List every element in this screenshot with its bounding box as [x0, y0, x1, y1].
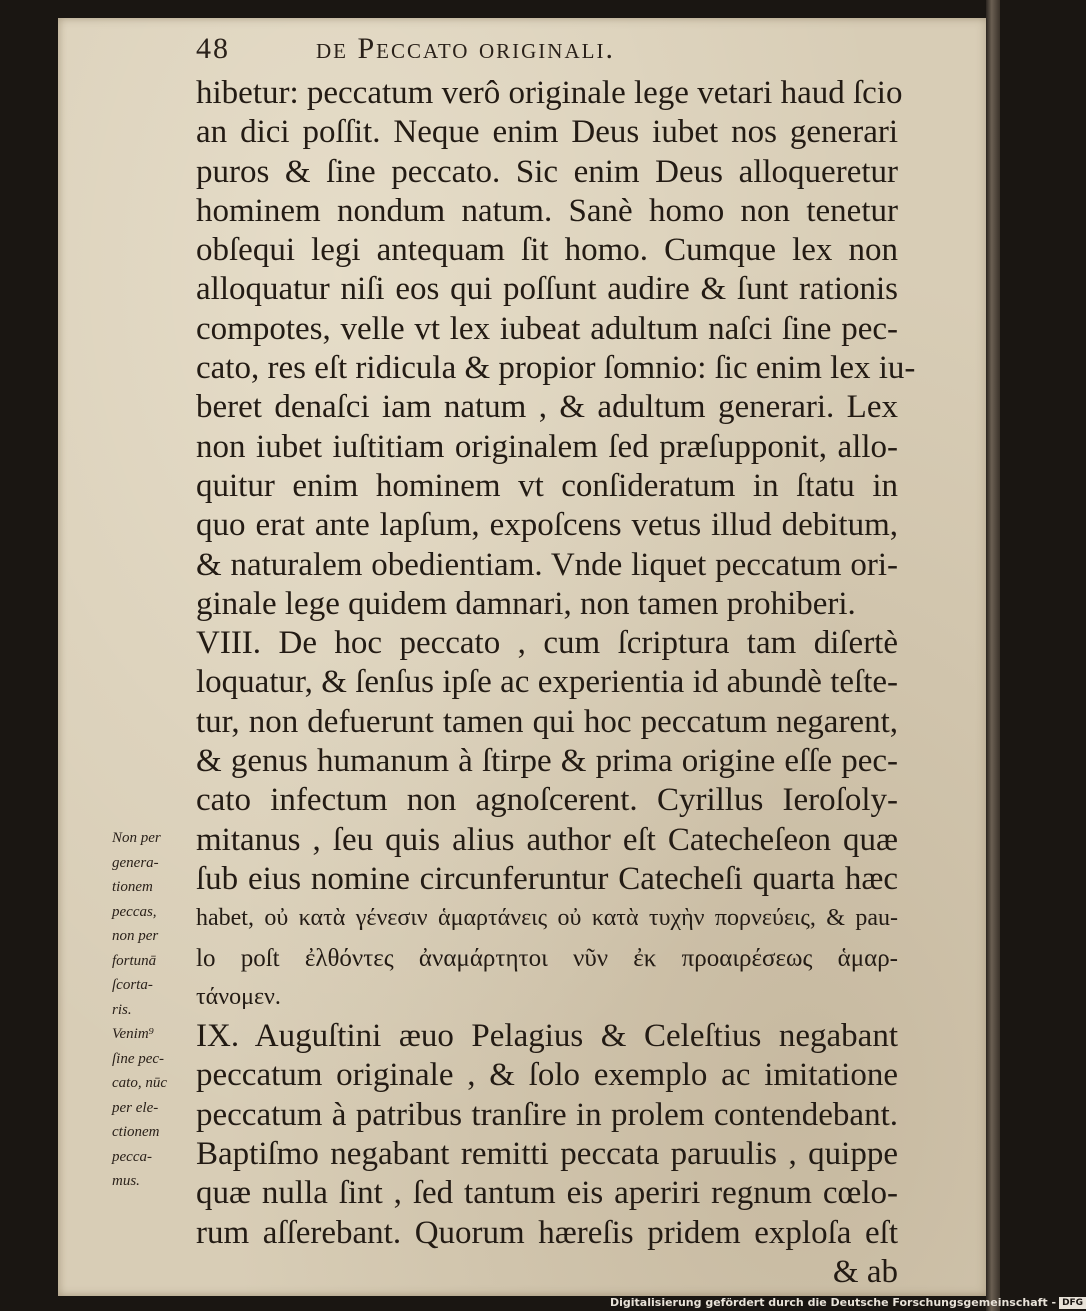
marginal-line: ſine pec- [112, 1050, 165, 1067]
text-line: an dici poſſit. Neque enim Deus iubet nos generari [196, 114, 898, 151]
marginal-line: Non per [112, 830, 161, 846]
text-line: & naturalem obedientiam. Vnde liquet peccatum ori- [196, 546, 898, 583]
text-line: compotes, velle vt lex iubeat adultum naſci ſine pec- [196, 310, 898, 347]
text-line: tur, non defuerunt tamen qui hoc peccatum negarent, [196, 703, 898, 740]
text-line: alloquatur niſi eos qui poſſunt audire & ſunt rationis [196, 271, 898, 308]
marginal-line: per ele- [112, 1099, 159, 1116]
text-line: quo erat ante lapſum, expoſcens vetus illud debitum, [196, 507, 898, 544]
text-line: hibetur: peccatum verô originale lege vetari haud ſcio [196, 75, 903, 111]
marginal-line: mus. [112, 1173, 140, 1189]
text-line: puros & ſine peccato. Sic enim Deus alloqueretur [196, 153, 898, 190]
text-line: obſequi legi antequam ſit homo. Cumque lex non [196, 232, 898, 269]
greek-quote-line: habet, οὐ κατὰ γένεσιν ἁμαρτάνεις οὐ κατὰ τυχὴν πορνεύεις, & pau- [196, 905, 898, 932]
text-line: peccatum à patribus tranſire in prolem contendebant. [196, 1096, 898, 1133]
marginal-line: cato, nūc [112, 1075, 167, 1091]
greek-quote-line: lo poſt ἐλθόντες ἀναμάρτητοι νῦν ἐκ προαιρέσεως ἁμαρ- [196, 944, 898, 972]
text-line: ginale lege quidem damnari, non tamen prohiberi. [196, 585, 856, 622]
marginal-line: Venim⁹ [112, 1026, 154, 1042]
page-number: 48 [196, 32, 230, 65]
page-edge [986, 0, 1000, 1311]
marginal-line: genera- [112, 854, 159, 871]
text-line: hominem nondum natum. Sanè homo non tenetur [196, 192, 898, 229]
greek-quote-line: τάνομεν. [196, 983, 281, 1010]
marginal-line: fortunā [112, 952, 157, 969]
footer-text: Digitalisierung gefördert durch die Deutsche Forschungsgemeinschaft - [610, 1296, 1057, 1309]
marginal-note [112, 826, 194, 1194]
text-line: beret denaſci iam natum , & adultum generari. Lex [196, 389, 898, 426]
text-line: cato infectum non agnoſcerent. Cyrillus Ieroſoly- [196, 782, 898, 819]
marginal-line: ſcorta- [112, 977, 153, 993]
marginal-line: peccas, [112, 903, 157, 920]
marginal-line: pecca- [112, 1148, 152, 1165]
marginal-line: non per [112, 928, 159, 944]
text-line: loquatur, & ſenſus ipſe ac experientia id abundè teſte- [196, 664, 898, 701]
text-line: quæ nulla ſint , ſed tantum eis aperiri regnum cœlo- [196, 1175, 898, 1212]
section-heading-line: VIII. De hoc peccato , cum ſcriptura tam diſertè [196, 625, 898, 662]
marginal-line: ris. [112, 1001, 132, 1018]
text-line: ſub eius nomine circunferuntur Catecheſi quarta hæc [196, 860, 898, 897]
text-line: rum aſſerebant. Quorum hæreſis pridem exploſa eſt [196, 1214, 898, 1251]
main-text-block [196, 74, 916, 1292]
marginal-line: ctionem [112, 1124, 160, 1140]
digitization-footer [610, 1295, 1084, 1311]
text-line: quitur enim hominem vt conſideratum in ſtatu in [196, 467, 898, 504]
marginal-line: tionem [112, 879, 153, 895]
dfg-logo: DFG [1059, 1297, 1086, 1309]
text-line: cato, res eſt ridicula & propior ſomnio: ſic enim lex iu- [196, 350, 916, 387]
section-heading-line: IX. Auguſtini æuo Pelagius & Celeſtius negabant [196, 1018, 898, 1055]
catchword: & ab [832, 1253, 898, 1290]
running-title: de Peccato originali. [316, 32, 615, 65]
text-line: non iubet iuſtitiam originalem ſed præſupponit, allo- [196, 428, 898, 465]
text-line: & genus humanum à ſtirpe & prima origine eſſe pec- [196, 743, 898, 780]
text-line: peccatum originale , & ſolo exemplo ac imitatione [196, 1057, 898, 1094]
text-line: mitanus , ſeu quis alius author eſt Catecheſeon quæ [196, 821, 898, 858]
running-head [196, 32, 896, 66]
text-line: Baptiſmo negabant remitti peccata paruulis , quippe [196, 1136, 898, 1173]
